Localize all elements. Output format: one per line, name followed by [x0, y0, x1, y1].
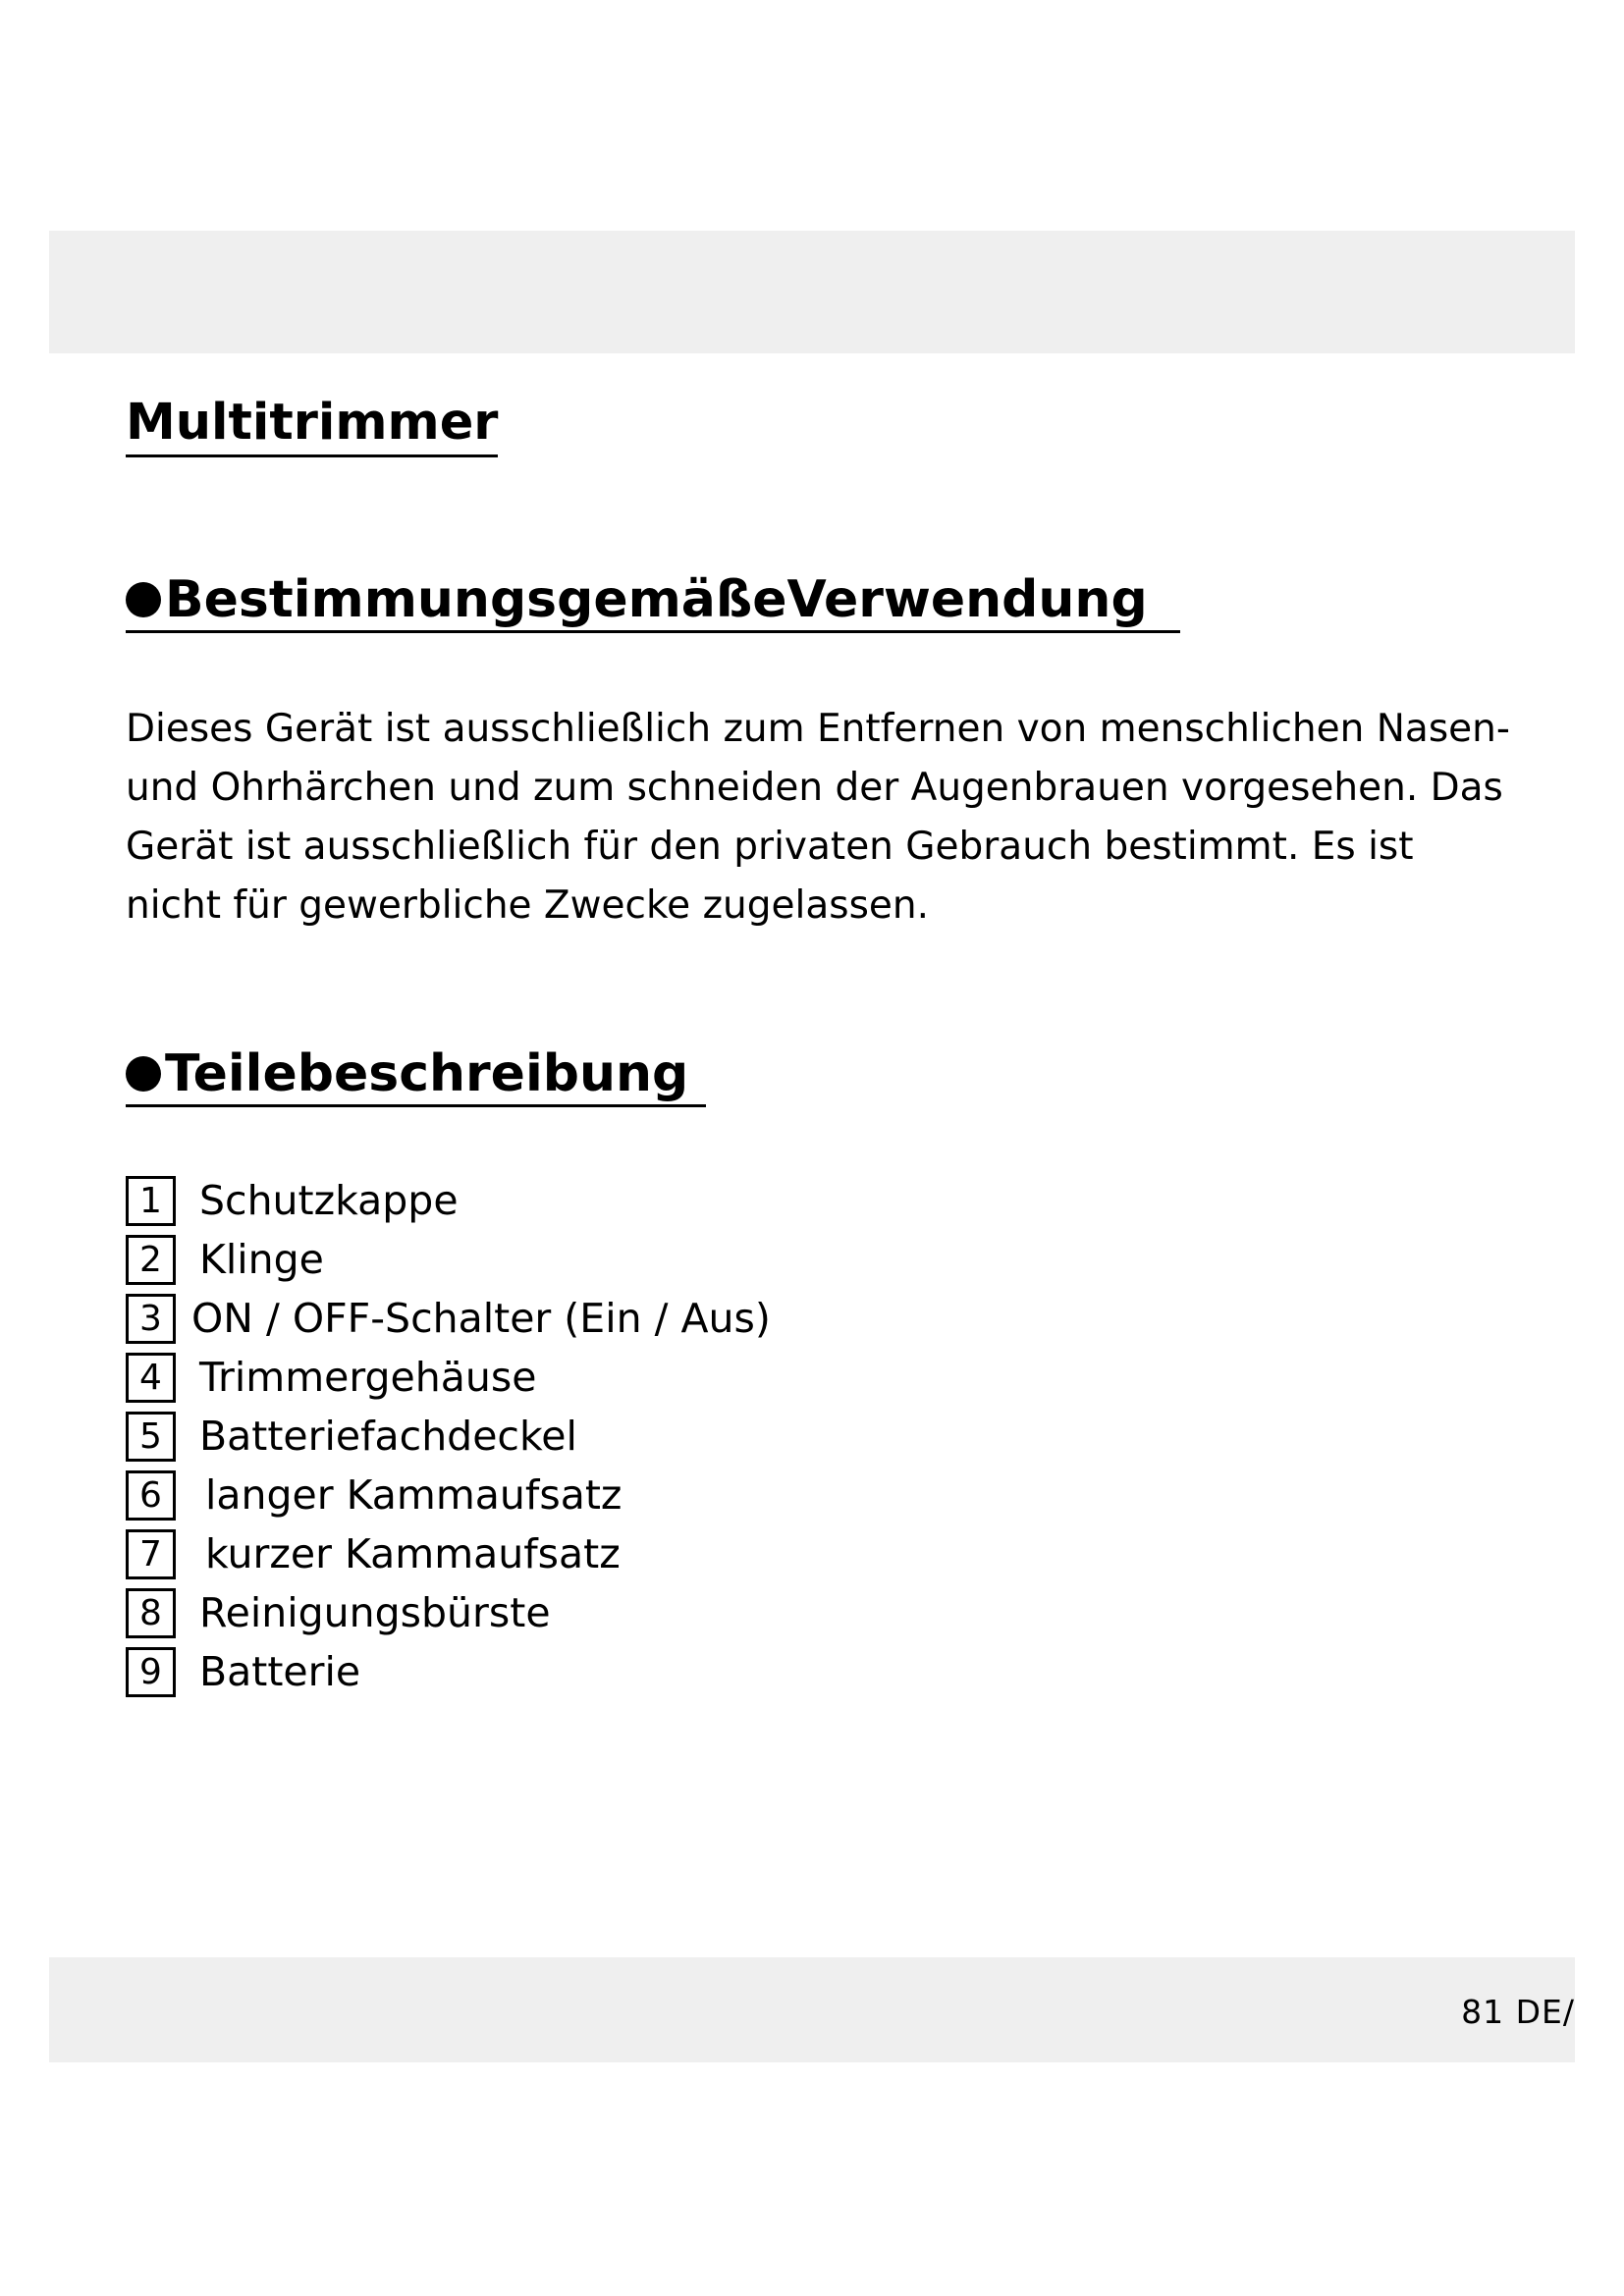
list-item: [126, 1466, 771, 1524]
list-item: [126, 1348, 771, 1407]
part-number-badge: 5: [126, 1412, 176, 1462]
part-number-badge: 3: [126, 1294, 176, 1344]
part-label: Reinigungsbürste: [199, 1589, 551, 1636]
part-number-badge: 4: [126, 1353, 176, 1403]
part-number-badge: 1: [126, 1176, 176, 1226]
list-item: [126, 1171, 771, 1230]
part-label: ON / OFF-Schalter (Ein / Aus): [191, 1295, 771, 1342]
list-item: [126, 1583, 771, 1642]
list-item: [126, 1524, 771, 1583]
parts-list: [126, 1171, 771, 1701]
part-label: langer Kammaufsatz: [205, 1471, 623, 1519]
part-number-badge: 2: [126, 1235, 176, 1285]
section-heading-text: BestimmungsgemäßeVerwendung: [165, 570, 1148, 629]
part-label: Batterie: [199, 1648, 361, 1695]
list-item: [126, 1289, 771, 1348]
part-label: Trimmergehäuse: [199, 1354, 537, 1401]
part-number-badge: 7: [126, 1529, 176, 1579]
section-heading-intended-use: [126, 569, 1180, 633]
bullet-icon: [126, 582, 161, 617]
intended-use-paragraph: Dieses Gerät ist ausschließlich zum Entfernen von menschlichen Nasen- und Ohrhärchen und zum schneiden der Augenbrauen vorgesehen. Das Gerät ist ausschließlich für den privaten Gebrauch bestimmt. Es ist nicht für gewerbliche Zwecke zugelassen.: [126, 707, 1510, 928]
footer-band: [49, 1957, 1575, 2062]
part-number-badge: 8: [126, 1588, 176, 1638]
page-number: 81 DE/: [1461, 1993, 1575, 2031]
section-heading-parts: [126, 1043, 706, 1107]
header-band: [49, 231, 1575, 353]
part-label: Klinge: [199, 1236, 324, 1283]
part-label: Batteriefachdeckel: [199, 1413, 577, 1460]
part-label: kurzer Kammaufsatz: [205, 1530, 621, 1577]
bullet-icon: [126, 1056, 161, 1092]
part-number-badge: 6: [126, 1470, 176, 1521]
part-label: Schutzkappe: [199, 1177, 459, 1224]
list-item: [126, 1230, 771, 1289]
section-heading-text: Teilebeschreibung: [165, 1044, 689, 1103]
list-item: [126, 1407, 771, 1466]
list-item: [126, 1642, 771, 1701]
part-number-badge: 9: [126, 1647, 176, 1697]
page-title: Multitrimmer: [126, 393, 498, 457]
